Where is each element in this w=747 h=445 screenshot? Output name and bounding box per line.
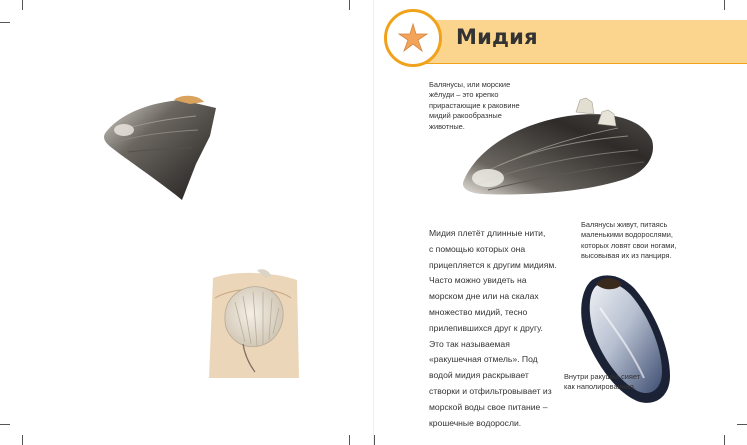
body-line: множество мидий, тесно (429, 306, 528, 317)
right-page (374, 0, 747, 445)
caption-line: как наполированная. (564, 382, 636, 392)
crop-mark (724, 435, 725, 445)
crop-mark (22, 435, 23, 445)
crop-mark (0, 22, 10, 23)
caption-line: мидий ракообразные (429, 111, 502, 121)
body-line: морском дне или на скалах (429, 291, 539, 302)
mussel-with-barnacles-illustration (458, 96, 658, 200)
crop-mark (349, 0, 350, 10)
caption-line: маленькими водорослями, (581, 230, 673, 240)
crop-mark (0, 424, 10, 425)
body-line: с помощью которых она (429, 243, 526, 254)
cockle-shell-illustration (205, 268, 301, 380)
body-line: Мидия плетёт длинные нити, (429, 228, 546, 238)
page-title: Мидия (456, 25, 538, 49)
title-underline (426, 63, 747, 64)
caption-line: животные. (429, 121, 465, 131)
left-page (0, 0, 373, 445)
body-line: крошечные водоросли. (429, 417, 522, 428)
body-line: водой мидия раскрывает (429, 370, 529, 381)
crop-mark (374, 435, 375, 445)
body-text (429, 226, 561, 431)
body-line: створки и отфильтровывает из (429, 385, 552, 396)
caption-line: которых ловят свои ногами, (581, 240, 677, 250)
caption-line: Внутри ракушка сияет (564, 372, 641, 381)
caption-line: жёлуди – это крепко (429, 90, 499, 100)
body-line: прилепившихся друг к другу. (429, 322, 543, 333)
barnacle-feeding-caption (581, 220, 711, 262)
mussel-fragment-illustration (100, 92, 230, 202)
crop-mark (349, 435, 350, 445)
body-line: Это так называемая (429, 338, 510, 349)
caption-line: прирастающие к раковине (429, 100, 520, 110)
crop-mark (737, 424, 747, 425)
caption-line: высовывая их из панциря. (581, 251, 672, 261)
crop-mark (724, 0, 725, 10)
body-line: прицепляется к другим мидиям. (429, 259, 557, 270)
title-badge (384, 9, 442, 67)
body-line: Часто можно увидеть на (429, 275, 527, 286)
body-line: морской воды свое питание – (429, 401, 548, 412)
caption-line: Балянусы, или морские (429, 80, 511, 89)
crop-mark (22, 0, 23, 10)
caption-line: Балянусы живут, питаясь (581, 220, 668, 229)
starfish-icon (387, 12, 439, 64)
body-line: «ракушечная отмель». Под (429, 354, 538, 365)
interior-caption (564, 372, 674, 393)
